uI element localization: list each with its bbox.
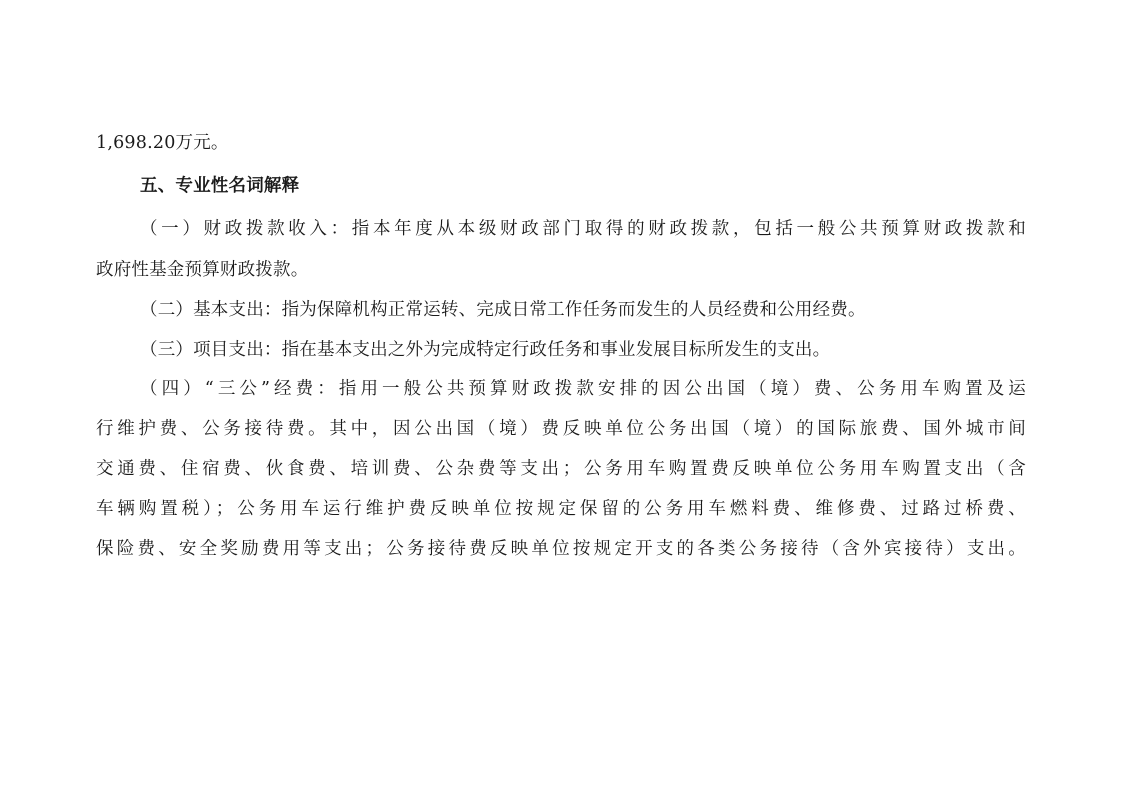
paragraph-4-line-5: 保险费、安全奖励费用等支出；公务接待费反映单位按规定开支的各类公务接待（含外宾接待）支出。 [96,539,1026,559]
paragraph-2-line-1: （二）基本支出：指为保障机构正常运转、完成日常工作任务而发生的人员经费和公用经费。 [140,300,866,320]
paragraph-4-line-1: （四）“三公”经费：指用一般公共预算财政拨款安排的因公出国（境）费、公务用车购置及运 [140,379,1026,399]
paragraph-4-line-2: 行维护费、公务接待费。其中，因公出国（境）费反映单位公务出国（境）的国际旅费、国外城市间 [96,419,1026,439]
paragraph-3-line-1: （三）项目支出：指在基本支出之外为完成特定行政任务和事业发展目标所发生的支出。 [140,340,831,360]
section-heading: 五、专业性名词解释 [140,176,300,196]
continuation-line: 1,698.20万元。 [96,133,229,153]
paragraph-4-line-4: 车辆购置税）；公务用车运行维护费反映单位按规定保留的公务用车燃料费、维修费、过路过桥费、 [96,499,1026,519]
paragraph-1-line-2: 政府性基金预算财政拨款。 [96,260,309,280]
paragraph-1-line-1: （一）财政拨款收入：指本年度从本级财政部门取得的财政拨款，包括一般公共预算财政拨款和 [140,219,1026,239]
paragraph-4-line-3: 交通费、住宿费、伙食费、培训费、公杂费等支出；公务用车购置费反映单位公务用车购置支出（含 [96,459,1026,479]
